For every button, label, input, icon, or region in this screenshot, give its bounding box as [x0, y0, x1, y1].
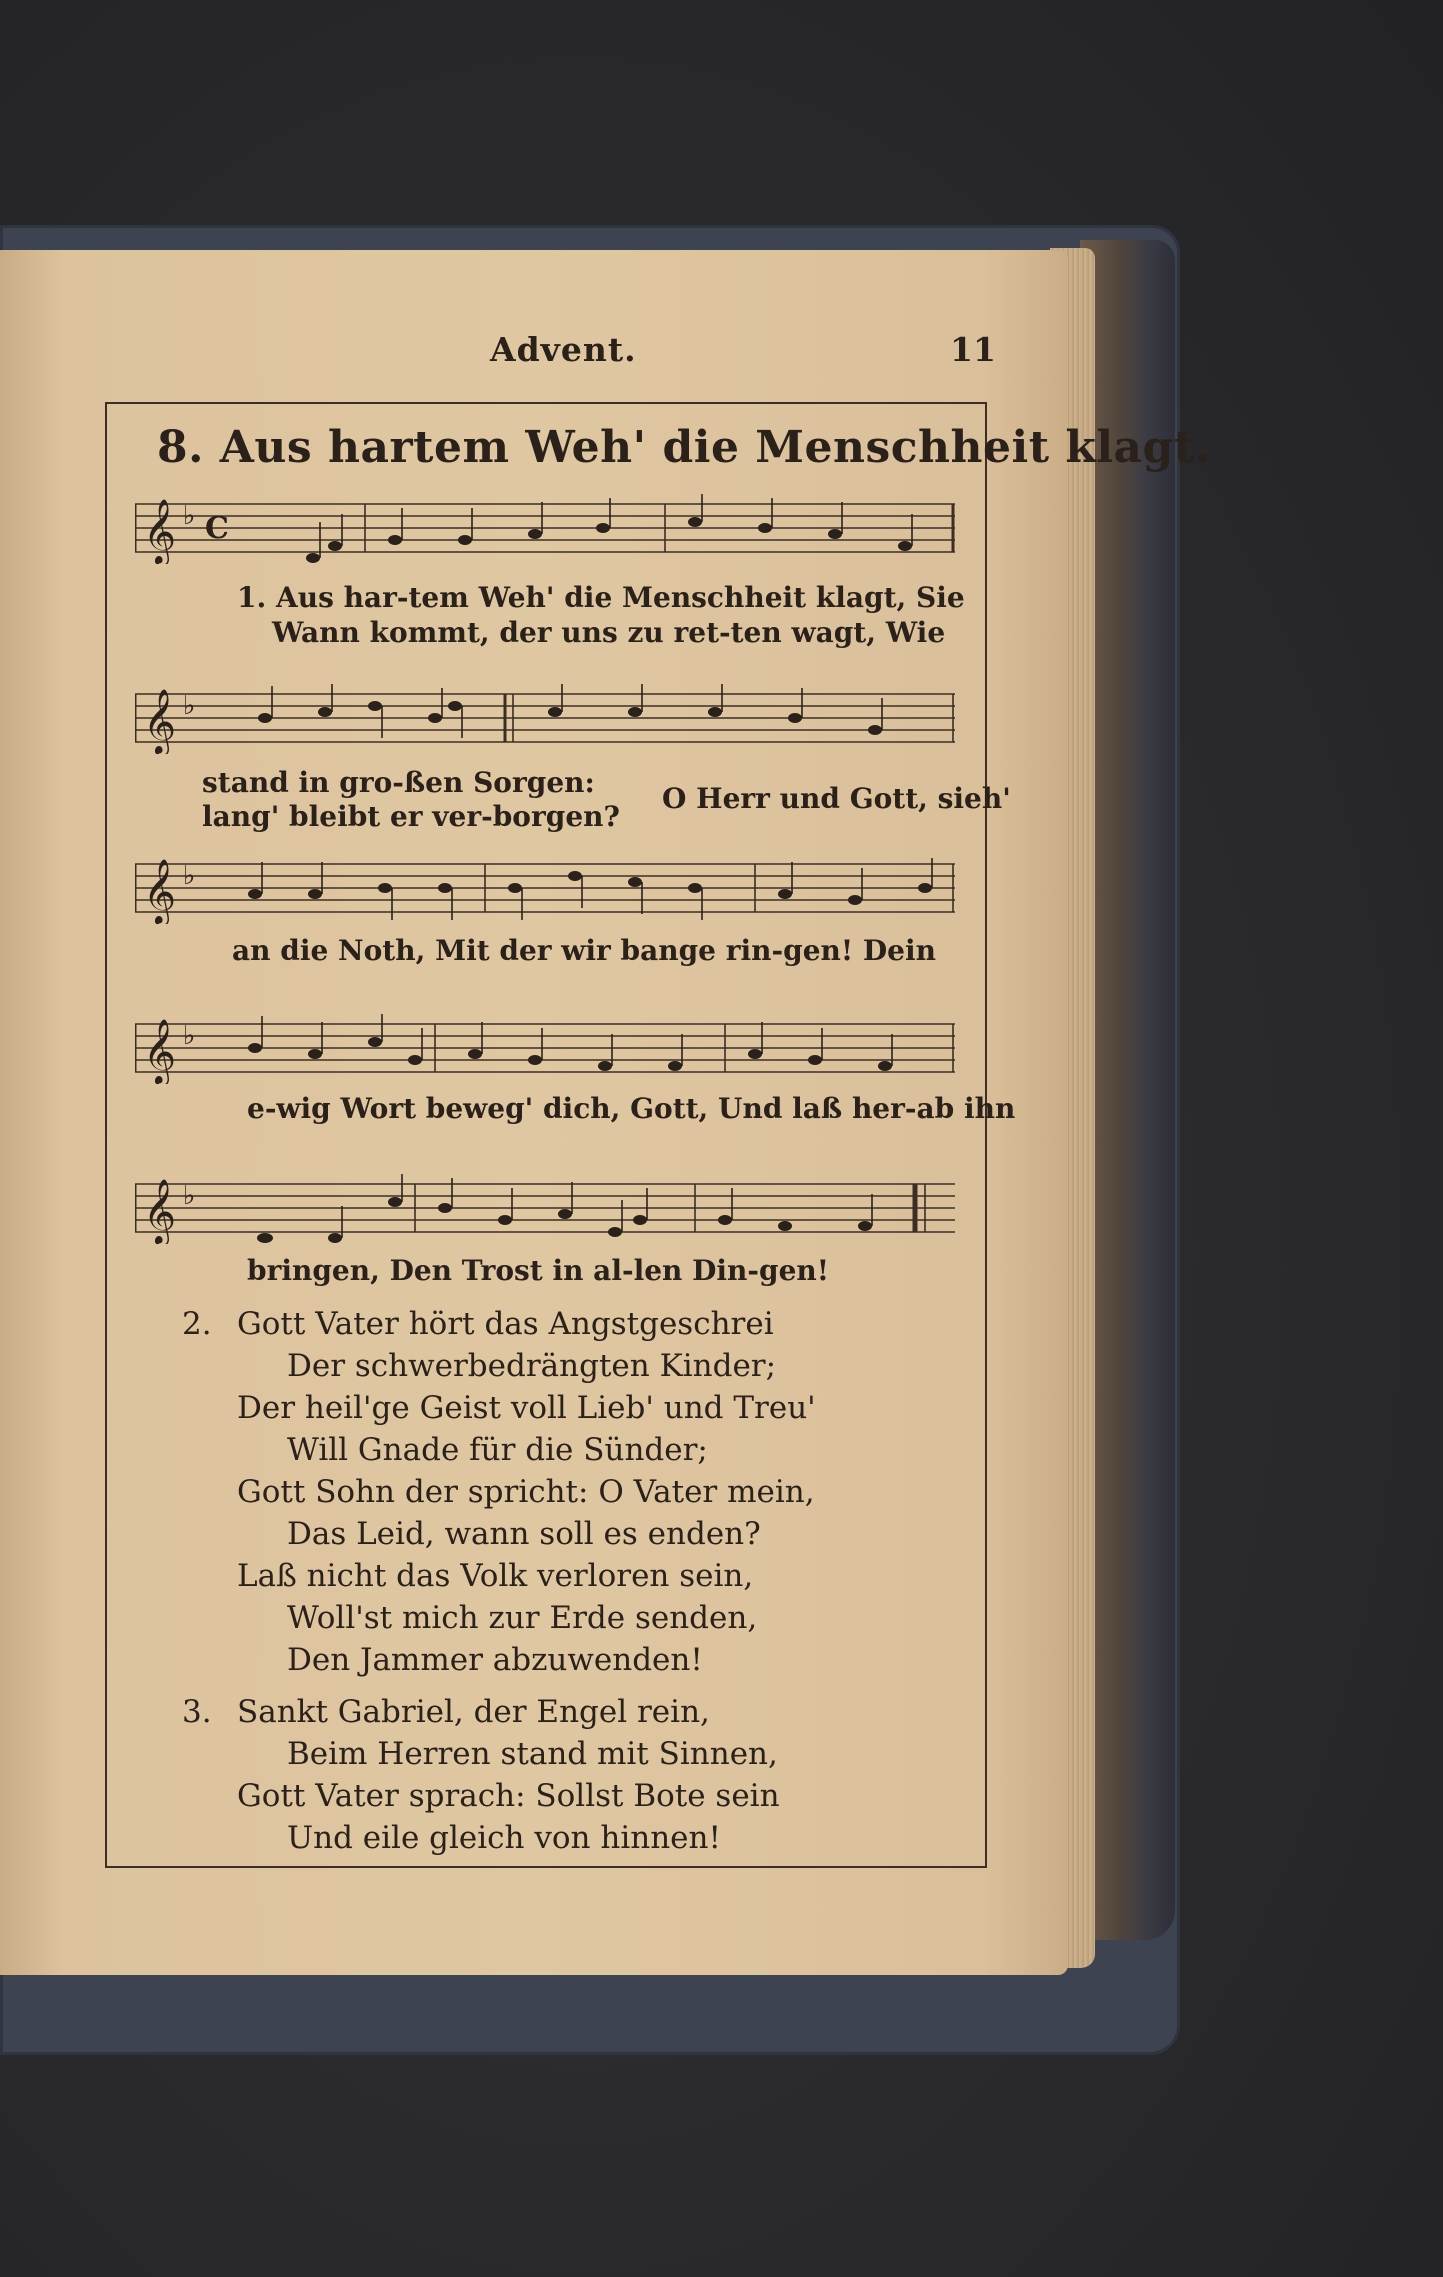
hymn-title [157, 422, 1210, 473]
common-time-icon: C [205, 511, 229, 546]
verse-line: Den Jammer abzuwenden! [287, 1642, 703, 1678]
svg-text:𝄞: 𝄞 [143, 689, 177, 754]
music-staff-4 [135, 1014, 955, 1084]
svg-text:♭: ♭ [183, 1181, 196, 1211]
svg-text:♭: ♭ [183, 691, 196, 721]
book-page [0, 250, 1211, 1975]
lyric-line: O Herr und Gott, sieh' [662, 782, 1011, 815]
running-head: Advent. [490, 330, 637, 369]
svg-text:𝄞: 𝄞 [143, 859, 177, 924]
verse-line: Gott Vater hört das Angstgeschrei [237, 1306, 774, 1342]
verse-line: Will Gnade für die Sünder; [287, 1432, 708, 1468]
verse-number: 1. [237, 581, 267, 614]
lyric-line: bringen, Den Trost in al-len Din-gen! [247, 1254, 830, 1287]
verse-line: Gott Sohn der spricht: O Vater mein, [237, 1474, 815, 1510]
verse-line: Der schwerbedrängten Kinder; [287, 1348, 777, 1384]
hymn-frame [105, 402, 1211, 1868]
svg-text:♭: ♭ [183, 1021, 196, 1051]
hymn-title-text: Aus hartem Weh' die Menschheit klagt. [219, 422, 1211, 473]
music-staff-1 [135, 494, 955, 564]
verse-line: Gott Vater sprach: Sollst Bote sein [237, 1778, 780, 1814]
svg-text:𝄞: 𝄞 [143, 1019, 177, 1084]
verse-number: 3. [182, 1694, 212, 1730]
lyric-line: Wann kommt, der uns zu ret-ten wagt, Wie [272, 616, 946, 649]
verse-line: Sankt Gabriel, der Engel rein, [237, 1694, 710, 1730]
verse-line: Der heil'ge Geist voll Lieb' und Treu' [237, 1390, 816, 1426]
verse-line: Beim Herren stand mit Sinnen, [287, 1736, 778, 1772]
page-number: 11 [950, 330, 996, 369]
verse-line: Das Leid, wann soll es enden? [287, 1516, 761, 1552]
verse-number: 2. [182, 1306, 212, 1342]
music-staff-5 [135, 1174, 955, 1244]
lyric-line: an die Noth, Mit der wir bange rin-gen! Dein [232, 934, 936, 967]
treble-clef-icon: 𝄞 [143, 499, 177, 564]
lyric-line: stand in gro-ßen Sorgen: [202, 766, 595, 799]
music-staff-2 [135, 684, 955, 754]
verse-line: Laß nicht das Volk verloren sein, [237, 1558, 754, 1594]
lyric-text: Aus har-tem Weh' die Menschheit klagt, Sie [275, 581, 965, 614]
svg-text:𝄞: 𝄞 [143, 1179, 177, 1244]
hymn-number: 8. [157, 422, 204, 473]
svg-text:♭: ♭ [183, 861, 196, 891]
verse-line: Und eile gleich von hinnen! [287, 1820, 721, 1856]
lyric-line: lang' bleibt er ver-borgen? [202, 800, 620, 833]
verse-line: Woll'st mich zur Erde senden, [287, 1600, 758, 1636]
lyric-line [237, 581, 965, 614]
lyric-line: e-wig Wort beweg' dich, Gott, Und laß her-ab ihn [247, 1092, 1016, 1125]
music-staff-3 [135, 854, 955, 924]
flat-icon: ♭ [183, 501, 196, 531]
